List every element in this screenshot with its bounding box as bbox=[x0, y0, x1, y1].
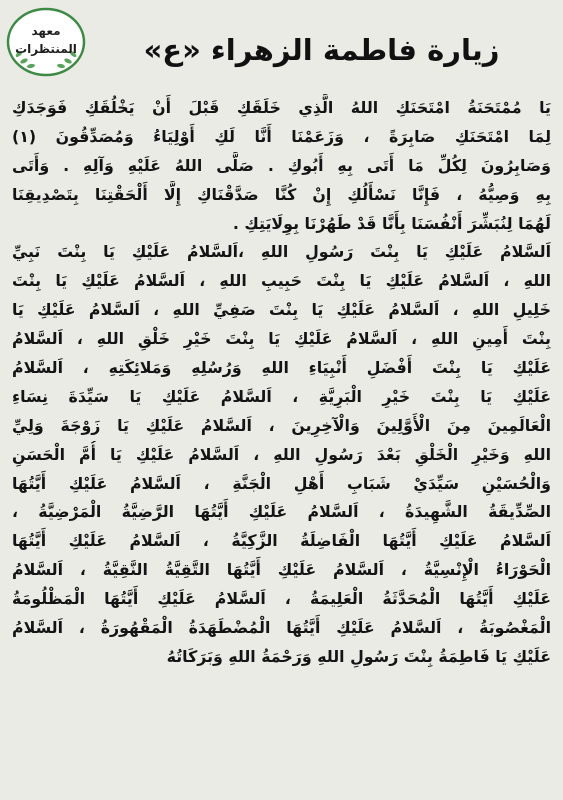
text-line: وَالْحُسَيْنِ سَيِّدَيْ شَبَابِ أَهْلِ الْجَنَّةِ ، اَلسَّلامُ عَلَيْكِ أَيَّتُهَا bbox=[12, 473, 551, 493]
text-line: الْمَغْصُوبَةُ ، اَلسَّلامُ عَلَيْكِ أَيَّتُهَا الْمُضْطَهَدَةُ الْمَقْهُورَةُ ، اَلسَّلامُ bbox=[12, 618, 551, 638]
text-line: يَا مُمْتَحَنَةُ امْتَحَنَكِ اللهُ الَّذِي خَلَقَكِ قَبْلَ أَنْ يَخْلُقَكِ فَوَجَدَكِ bbox=[12, 98, 551, 117]
text-line: بِهِ وَصِيُّهُ ، فَإِنَّا نَسْأَلُكِ إِنْ كُنَّا صَدَّقْنَاكِ إِلَّا أَلْحَقْتِنَا بِتَصْدِيقِنَا bbox=[12, 184, 551, 204]
text-line: اللهِ ، اَلسَّلامُ عَلَيْكِ يَا بِنْتَ حَبِيبِ اللهِ ، اَلسَّلامُ عَلَيْكِ يَا بِنْتَ bbox=[12, 271, 551, 291]
text-line: عَلَيْكِ أَيَّتُهَا الْمُحَدَّثَةُ الْعَلِيمَةُ ، اَلسَّلامُ عَلَيْكِ أَيَّتُهَا الْمَظْلُومَةُ bbox=[12, 589, 551, 609]
text-line: لِمَا امْتَحَنَكِ صَابِرَةً ، وَزَعَمْنَا أَنَّا لَكِ أَوْلِيَاءُ وَمُصَدِّقُونَ (١) bbox=[12, 126, 551, 146]
text-line: الْحَوْرَاءُ الْإِنْسِيَّةُ ، اَلسَّلامُ عَلَيْكِ أَيَّتُهَا التَّقِيَّةُ النَّقِيَّةُ ، اَلسَّلامُ bbox=[12, 560, 551, 580]
text-line: عَلَيْكِ يَا بِنْتَ أَفْضَلِ أَنْبِيَاءِ اللهِ وَرُسُلِهِ وَمَلائِكَتِهِ ، اَلسَّلامُ bbox=[12, 358, 551, 378]
logo-line-1: معهد bbox=[31, 24, 61, 38]
text-line: اَلسَّلامُ عَلَيْكِ يَا بِنْتَ رَسُولِ اللهِ ،اَلسَّلامُ عَلَيْكِ يَا بِنْتَ نَبِيِّ bbox=[12, 242, 551, 262]
ziyarat-text bbox=[12, 94, 551, 792]
text-line: اَلسَّلامُ عَلَيْكِ أَيَّتُهَا الْفَاضِلَةُ الزَّكِيَّةُ ، اَلسَّلامُ عَلَيْكِ أَيَّتُهَا bbox=[12, 531, 551, 551]
text-line: الْعَالَمِينَ مِنَ الْأَوَّلِينَ وَالْآخِرِينَ ، اَلسَّلامُ عَلَيْكِ يَا زَوْجَةَ وَلِيِّ bbox=[12, 415, 551, 435]
institute-logo bbox=[5, 6, 87, 78]
text-line: عَلَيْكِ يَا فَاطِمَةُ بِنْتَ رَسُولِ اللهِ وَرَحْمَةُ اللهِ وَبَرَكَاتُهُ bbox=[166, 646, 551, 666]
text-line: خَلِيلِ اللهِ ، اَلسَّلامُ عَلَيْكِ يَا بِنْتَ صَفِيِّ اللهِ ، اَلسَّلامُ عَلَيْكِ يَا bbox=[12, 300, 551, 320]
text-line: لَهُمَا لِنُبَشِّرَ أَنْفُسَنَا بِأَنَّا قَدْ طَهُرْنَا بِوِلَايَتِكِ . bbox=[232, 213, 551, 233]
text-line: الصِّدِّيقَةُ الشَّهِيدَةُ ، اَلسَّلامُ عَلَيْكِ أَيَّتُهَا الرَّضِيَّةُ الْمَرْضِيَّةُ ، bbox=[12, 502, 551, 522]
text-line: بِنْتَ أَمِينِ اللهِ ، اَلسَّلامُ عَلَيْكِ يَا بِنْتَ خَيْرِ خَلْقِ اللهِ ، اَلسَّلامُ bbox=[12, 329, 551, 349]
page-title: زيارة فاطمة الزهراء «ع» bbox=[143, 33, 500, 67]
logo-line-2: المنتظرات bbox=[15, 42, 77, 56]
text-line: عَلَيْكِ يَا بِنْتَ خَيْرِ الْبَرِيَّةِ ، اَلسَّلامُ عَلَيْكِ يَا سَيِّدَةَ نِسَاءِ bbox=[12, 386, 551, 406]
text-line: وَصَابِرُونَ لِكُلِّ مَا أَتَى بِهِ أَبُوكِ . صَلَّى اللهُ عَلَيْهِ وَآلِهِ . وَأَتَى bbox=[12, 155, 551, 175]
text-line: اللهِ وَخَيْرِ الْخَلْقِ بَعْدَ رَسُولِ اللهِ ، اَلسَّلامُ عَلَيْكِ يَا أُمَّ الْحَسَنِ bbox=[12, 444, 551, 464]
